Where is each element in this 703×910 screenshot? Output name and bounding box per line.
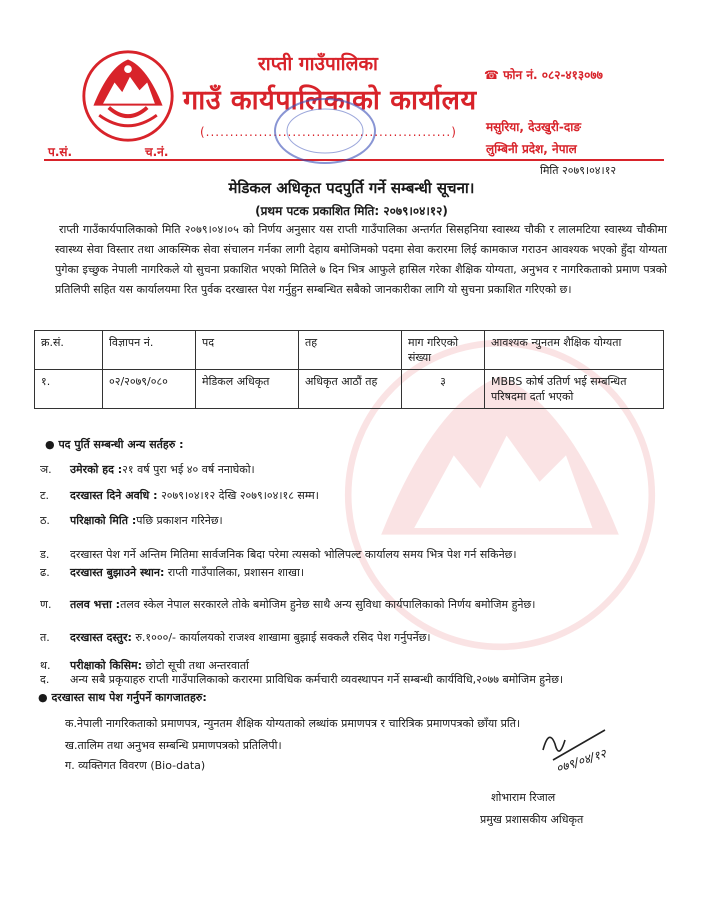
header-cell: आवश्यक न्युनतम शैक्षिक योग्यता bbox=[485, 331, 664, 370]
table-cell: अधिकृत आठौं तह bbox=[299, 370, 402, 409]
letter-date: मिति २०७९।०४।१२ bbox=[540, 164, 617, 177]
condition-item: ड. दरखास्त पेश गर्ने अन्तिम मितिमा सार्वजनिक बिदा परेमा त्यसको भोलिपल्ट कार्यालय समय भित्र पेश गर्न सकिनेछ। bbox=[40, 548, 517, 561]
document-item: ख.तालिम तथा अनुभव सम्बन्धि प्रमाणपत्रको प्रतिलिपी। bbox=[65, 739, 282, 752]
condition-item: ढ. दरखास्त बुझाउने स्थान: राप्ती गाउँपालिका, प्रशासन शाखा। bbox=[40, 566, 305, 579]
condition-item: ट. दरखास्त दिने अवधि : २०७९।०४।१२ देखि २०७९।०४।१८ सम्म। bbox=[40, 489, 319, 502]
office-name: गाउँ कार्यपालिकाको कार्यालय bbox=[183, 85, 477, 116]
notice-title: मेडिकल अधिकृत पदपुर्ति गर्ने सम्बन्धी सूचना। bbox=[228, 179, 475, 197]
letter-number-blank: (...................................................) bbox=[200, 125, 457, 139]
table-cell: ३ bbox=[402, 370, 485, 409]
nepal-emblem-logo bbox=[80, 48, 176, 144]
official-stamp bbox=[270, 95, 380, 167]
document-item: क.नेपाली नागरिकताको प्रमाणपत्र, न्युनतम शैक्षिक योग्यताको लब्धांक प्रमाणपत्र र चारित्रिक प्रमाणपत्रको छाँया प्रति। bbox=[65, 717, 521, 730]
table-header-row bbox=[35, 331, 664, 370]
address-line-2: लुम्बिनी प्रदेश, नेपाल bbox=[486, 142, 577, 156]
handwritten-date: ०७९/०४/१२ bbox=[554, 746, 608, 776]
notice-body: राप्ती गाउँकार्यपालिकाको मिति २०७९।०४।०५ को निर्णय अनुसार यस राप्ती गाउँपालिका अन्तर्गत सिसहनिया स्वास्थ्य चौकी र लालमटिया स्वास्थ्य चौकीमा स्वास्थ्य सेवा विस्तार तथा आकस्मिक सेवा संचालन गर्नका लागी देहाय बमोजिमको पदमा सेवा करारमा लिई कामकाज गराउन आवश्यक भएको हुँदा योग्यता पुगेका इच्छुक नेपाली नागरिकले यो सुचना प्रकाशित भएको मितिले ७ दिन भित्र आफुले हासिल गरेका शैक्षिक योग्यता, अनुभव र नागरिकताको प्रमाण पत्रको प्रतिलिपी सहित यस कार्यालयमा रित पुर्वक दरखास्त पेश गर्नुहुन सम्बन्धित सबैको जानकारीका लागि यो सुचना प्रकाशित गरिएको छ। bbox=[55, 223, 667, 296]
header-cell: विज्ञापन नं. bbox=[103, 331, 196, 370]
signatory-position: प्रमुख प्रशासकीय अधिकृत bbox=[480, 813, 584, 826]
phone-number: ☎ फोन नं. ०८२-४१३०७७ bbox=[484, 68, 603, 82]
table-cell: १. bbox=[35, 370, 103, 409]
header-cell: पद bbox=[196, 331, 299, 370]
reference-number-label: प.सं. bbox=[48, 145, 73, 159]
condition-item: थ. परीक्षाको किसिम: छोटो सूची तथा अन्तरवार्ता bbox=[40, 659, 250, 672]
header-cell: माग गरिएको संख्या bbox=[402, 331, 485, 370]
vacancy-table bbox=[34, 330, 664, 409]
header-cell: तह bbox=[299, 331, 402, 370]
condition-item: ठ. परिक्षाको मिति :पछि प्रकाशन गरिनेछ। bbox=[40, 514, 223, 527]
table-cell: MBBS कोर्ष उतिर्ण भई सम्बन्धित परिषदमा दर्ता भएको bbox=[485, 370, 664, 409]
municipality-name: राप्ती गाउँपालिका bbox=[258, 53, 378, 75]
header-cell: क्र.सं. bbox=[35, 331, 103, 370]
condition-item: त. दरखास्त दस्तुर: रु.१०००/- कार्यालयको राजश्व शाखामा बुझाई सक्कलै रसिद पेश गर्नुपर्नेछ। bbox=[40, 631, 431, 644]
table-row bbox=[35, 370, 664, 409]
documents-heading: ● दरखास्त साथ पेश गर्नुपर्ने कागजातहरु: bbox=[38, 691, 207, 704]
signatory-name: शोभाराम रिजाल bbox=[491, 791, 556, 804]
dispatch-number-label: च.नं. bbox=[145, 145, 169, 159]
condition-item: ञ. उमेरको हद :२१ वर्ष पुरा भई ४० वर्ष ननाघेको। bbox=[40, 463, 255, 476]
table-cell: ०२/२०७९/०८० bbox=[103, 370, 196, 409]
conditions-heading: ● पद पुर्ति सम्बन्धी अन्य सर्तहरु : bbox=[45, 438, 184, 451]
address-line-1: मसुरिया, देउखुरी-दाङ bbox=[486, 120, 581, 134]
table-cell: मेडिकल अधिकृत bbox=[196, 370, 299, 409]
condition-item: द. अन्य सबै प्रकृयाहरु राप्ती गाउँपालिकाको करारमा प्राविधिक कर्मचारी व्यवस्थापन गर्ने सम्बन्धी कार्यविधि,२०७७ बमोजिम हुनेछ। bbox=[40, 673, 564, 686]
notice-subtitle: (प्रथम पटक प्रकाशित मिति: २०७९।०४।१२) bbox=[255, 204, 448, 218]
condition-item: ण. तलव भत्ता :तलव स्केल नेपाल सरकारले तोके बमोजिम हुनेछ साथै अन्य सुविधा कार्यपालिकाको निर्णय बमोजिम हुनेछ। bbox=[40, 598, 536, 611]
document-item: ग. व्यक्तिगत विवरण (Bio-data) bbox=[65, 759, 206, 772]
